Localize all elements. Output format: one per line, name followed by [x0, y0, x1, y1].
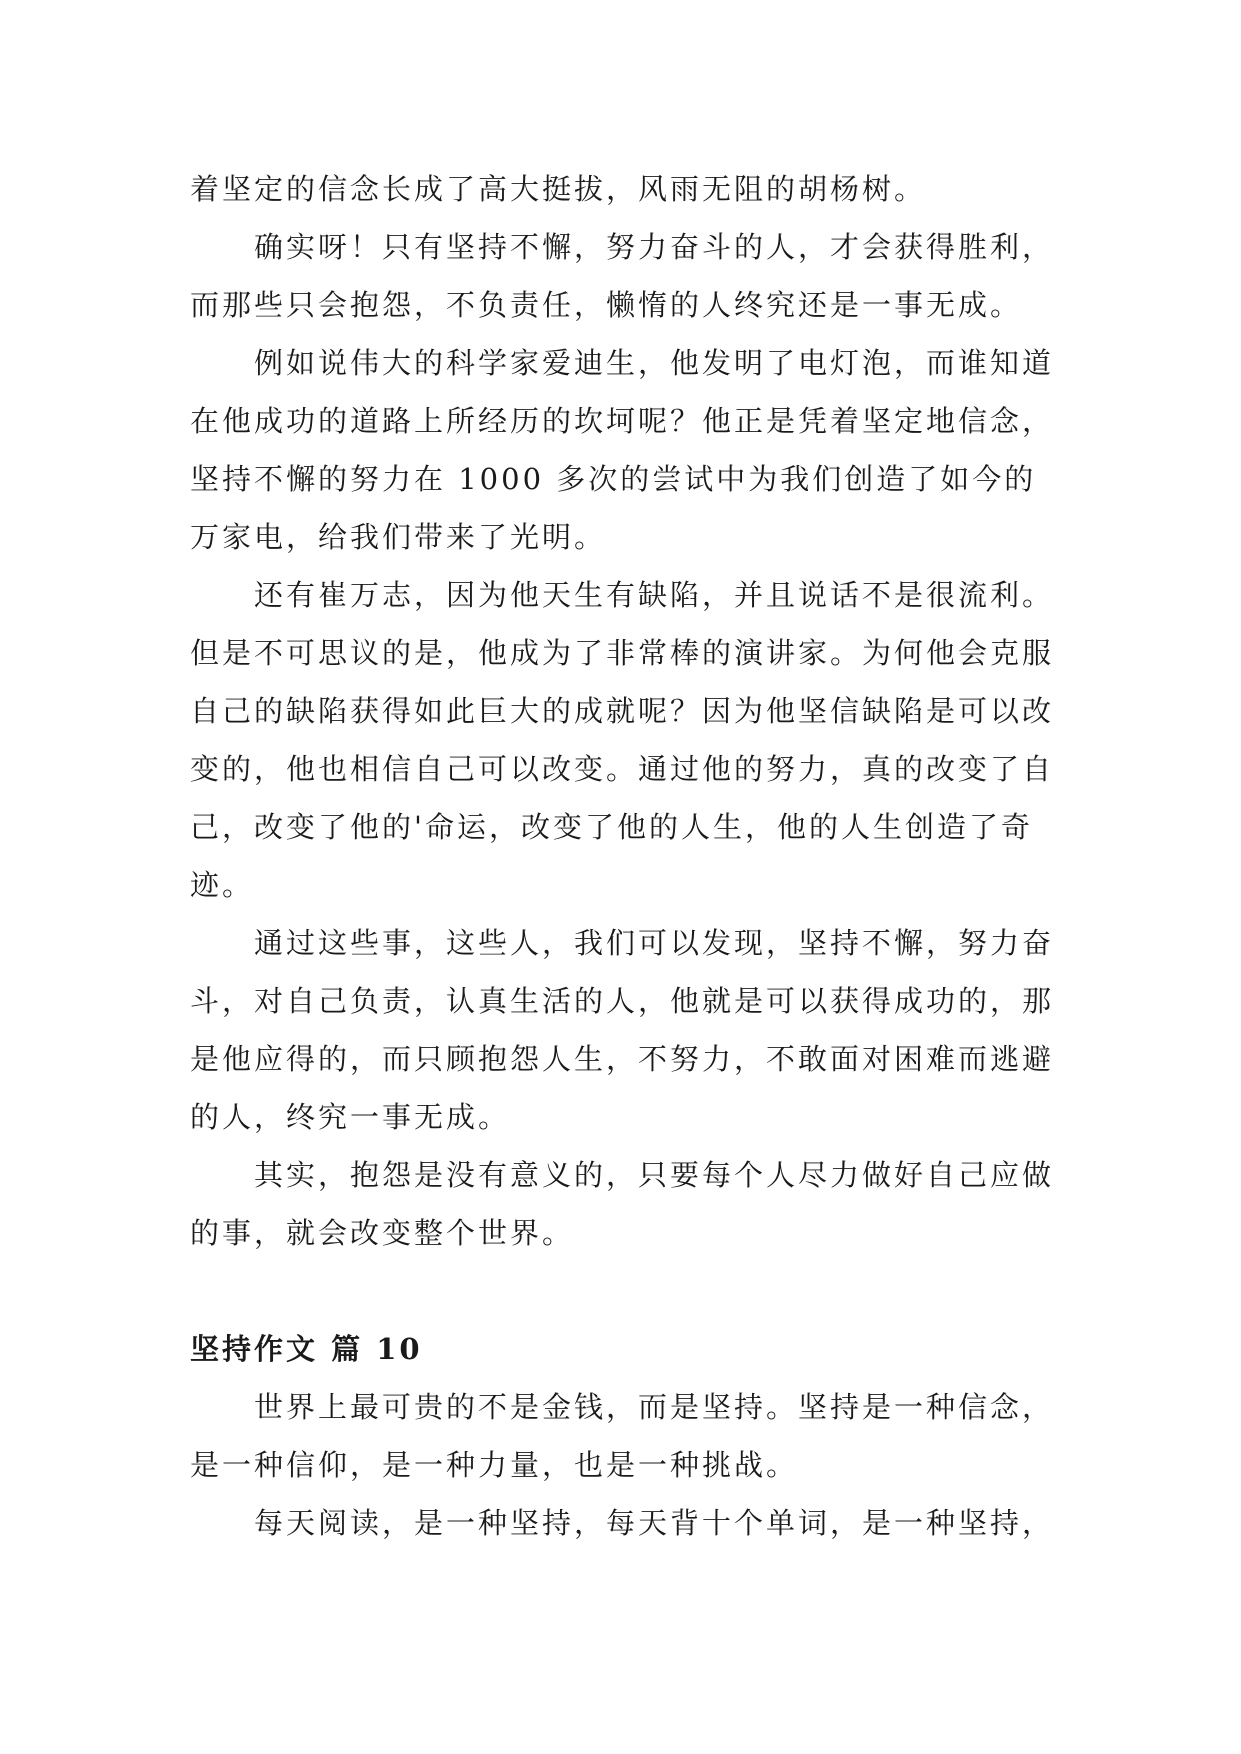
paragraph: 通过这些事，这些人，我们可以发现，坚持不懈，努力奋斗，对自己负责，认真生活的人，他就是可以获得成功的，那是他应得的，而只顾抱怨人生，不努力，不敢面对困难而逃避的人，终究一事无成。 [190, 926, 1055, 1134]
section-heading: 坚持作文 篇 10 [190, 1332, 423, 1366]
paragraph: 世界上最可贵的不是金钱，而是坚持。坚持是一种信念，是一种信仰，是一种力量，也是一种挑战。 [190, 1390, 1055, 1482]
paragraph: 其实，抱怨是没有意义的，只要每个人尽力做好自己应做的事，就会改变整个世界。 [190, 1158, 1055, 1250]
paragraph: 着坚定的信念长成了高大挺拔，风雨无阻的胡杨树。 [190, 172, 927, 206]
paragraph: 例如说伟大的科学家爱迪生，他发明了电灯泡，而谁知道在他成功的道路上所经历的坎坷呢？他正是凭着坚定地信念，坚持不懈的努力在 1000 多次的尝试中为我们创造了如今的万家电，给我们带来了光明。 [190, 346, 1055, 554]
document-body [190, 160, 1060, 1552]
paragraph: 每天阅读，是一种坚持，每天背十个单词，是一种坚持， [254, 1506, 1055, 1540]
paragraph: 还有崔万志，因为他天生有缺陷，并且说话不是很流利。但是不可思议的是，他成为了非常棒的演讲家。为何他会克服自己的缺陷获得如此巨大的成就呢？因为他坚信缺陷是可以改变的，他也相信自己可以改变。通过他的努力，真的改变了自己，改变了他的'命运，改变了他的人生，他的人生创造了奇迹。 [190, 578, 1055, 902]
paragraph: 确实呀！只有坚持不懈，努力奋斗的人，才会获得胜利，而那些只会抱怨，不负责任，懒惰的人终究还是一事无成。 [190, 230, 1055, 322]
